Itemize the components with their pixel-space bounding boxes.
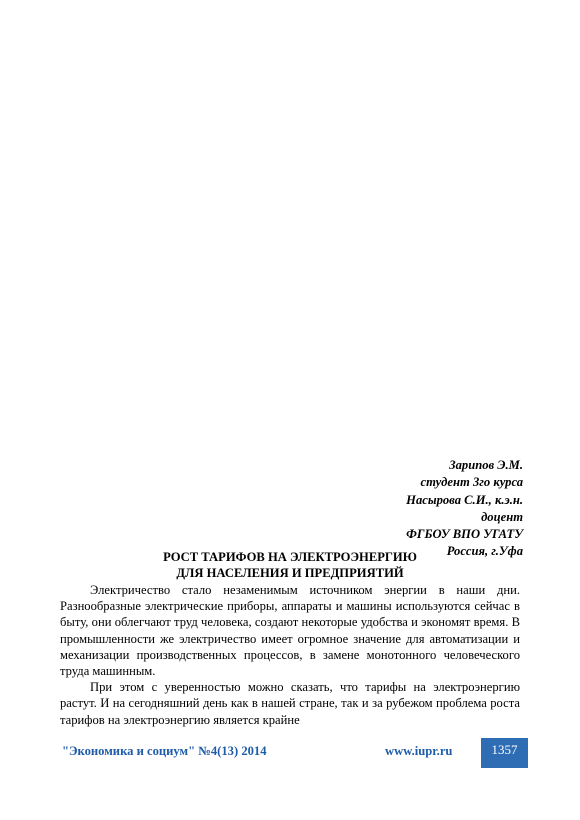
paragraph-1: Электричество стало незаменимым источником энергии в наши дни. Разнообразные электрические приборы, аппараты и машины используются сейчас в быту, они облегчают труд человека, создают некоторые удобства и экономят время. В промышленности же электричество имеет огромное значение для автоматизации и механизации производственных процессов, в замене монотонного человеческого труда машинным. — [60, 583, 520, 679]
paragraph-2: При этом с уверенностью можно сказать, что тарифы на электроэнергию растут. И на сегодняшний день как в нашей стране, так и за рубежом проблема роста тарифов на электроэнергию является крайне — [60, 680, 520, 727]
title-line-2: ДЛЯ НАСЕЛЕНИЯ И ПРЕДПРИЯТИЙ — [176, 566, 404, 580]
author-name-1: Зарипов Э.М. — [449, 458, 523, 472]
journal-name: "Экономика и социум" №4(13) 2014 — [62, 744, 267, 758]
affiliation: ФГБОУ ВПО УГАТУ — [406, 527, 523, 542]
paper-title — [60, 549, 520, 581]
body-text — [60, 582, 520, 728]
website-link[interactable]: www.iupr.ru — [385, 744, 453, 758]
title-line-1: РОСТ ТАРИФОВ НА ЭЛЕКТРОЭНЕРГИЮ — [163, 550, 417, 564]
page-number: 1357 — [491, 742, 518, 757]
author-block — [203, 457, 523, 561]
author-name-2: Насырова С.И., к.э.н. — [406, 492, 523, 507]
author-position-2: доцент — [481, 509, 523, 524]
author-position-1: студент 3го курса — [420, 475, 523, 490]
page-number-box — [481, 738, 528, 768]
location: Россия, г.Уфа — [446, 544, 523, 559]
page-footer — [60, 738, 528, 768]
